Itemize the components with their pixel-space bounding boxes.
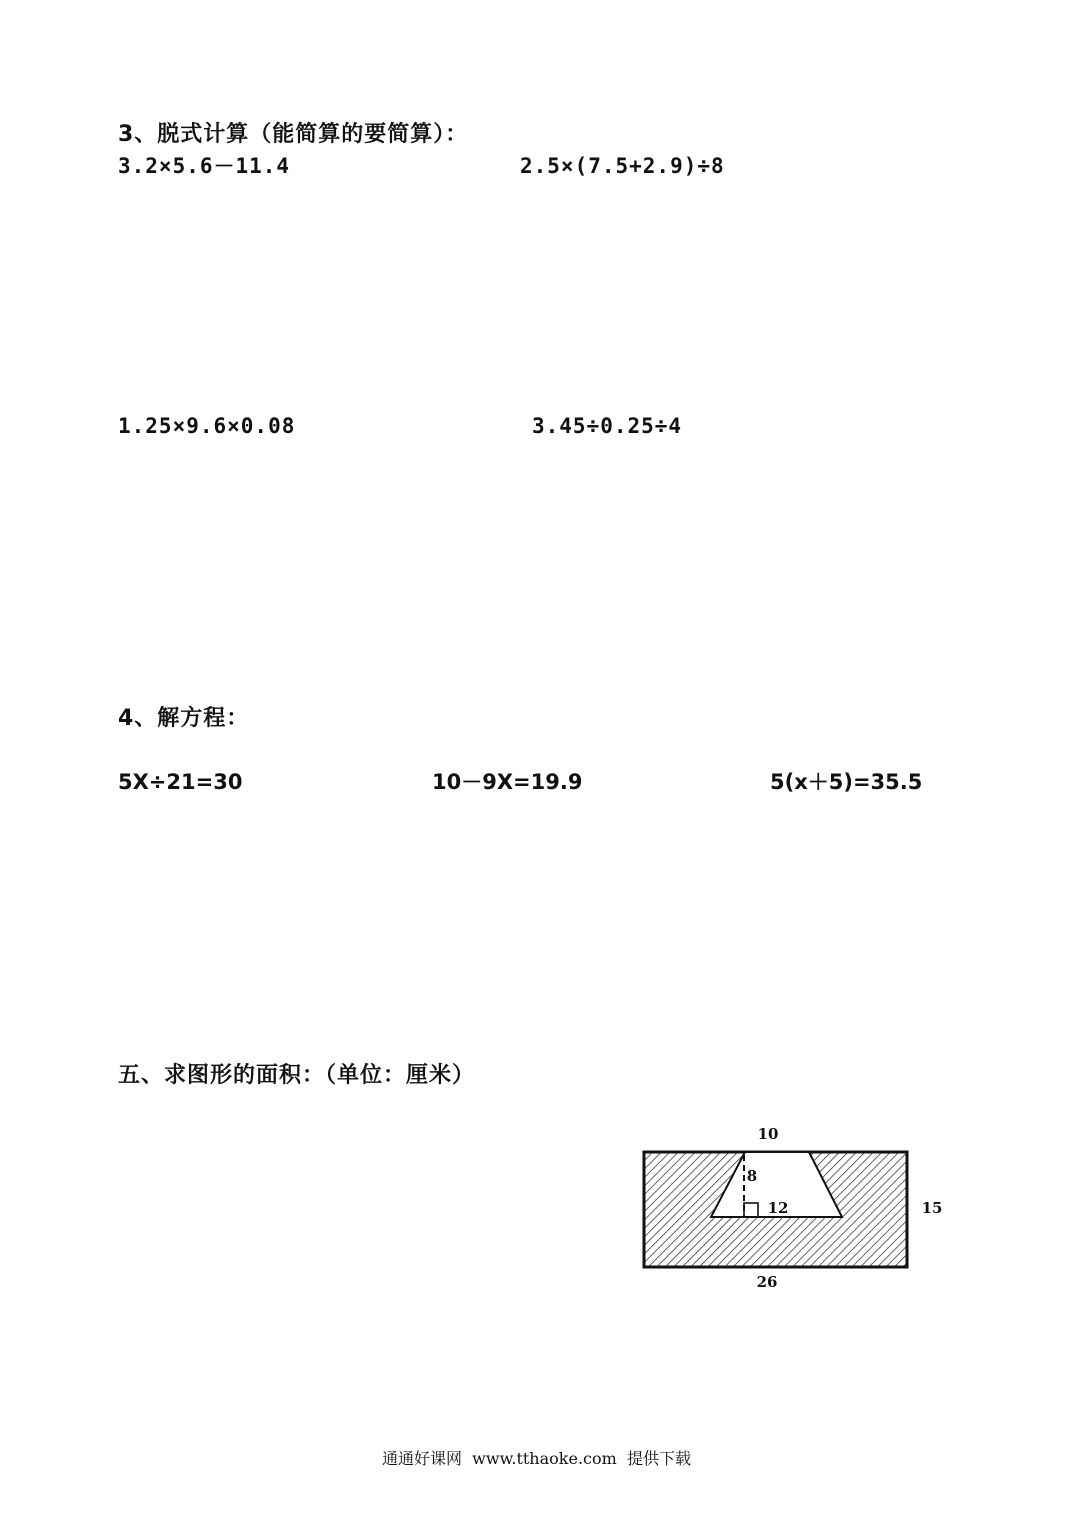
label-bottom: 26 — [756, 1273, 778, 1291]
problem-3-2: 2.5×(7.5+2.9)÷8 — [520, 154, 725, 178]
section4-heading: 4、解方程： — [118, 706, 250, 731]
label-top: 10 — [757, 1125, 779, 1143]
footer-text: 通通好课网 www.tthaoke.com 提供下载 — [382, 1449, 691, 1468]
section3-heading: 3、脱式计算（能简算的要简算）： — [118, 122, 469, 147]
problem-3-1: 3.2×5.6－11.4 — [118, 154, 291, 178]
section5-heading: 五、求图形的面积：（单位：厘米） — [118, 1063, 476, 1088]
area-figure — [630, 1115, 960, 1300]
problem-4-1: 5X÷21=30 — [118, 770, 243, 794]
problem-4-2: 10－9X=19.9 — [432, 770, 583, 794]
label-right: 15 — [921, 1199, 943, 1217]
label-trapezoid-bottom: 12 — [767, 1199, 789, 1217]
problem-3-3: 1.25×9.6×0.08 — [118, 414, 296, 438]
label-height: 8 — [746, 1167, 758, 1185]
problem-3-4: 3.45÷0.25÷4 — [532, 414, 683, 438]
problem-4-3: 5(x＋5)=35.5 — [770, 770, 923, 794]
